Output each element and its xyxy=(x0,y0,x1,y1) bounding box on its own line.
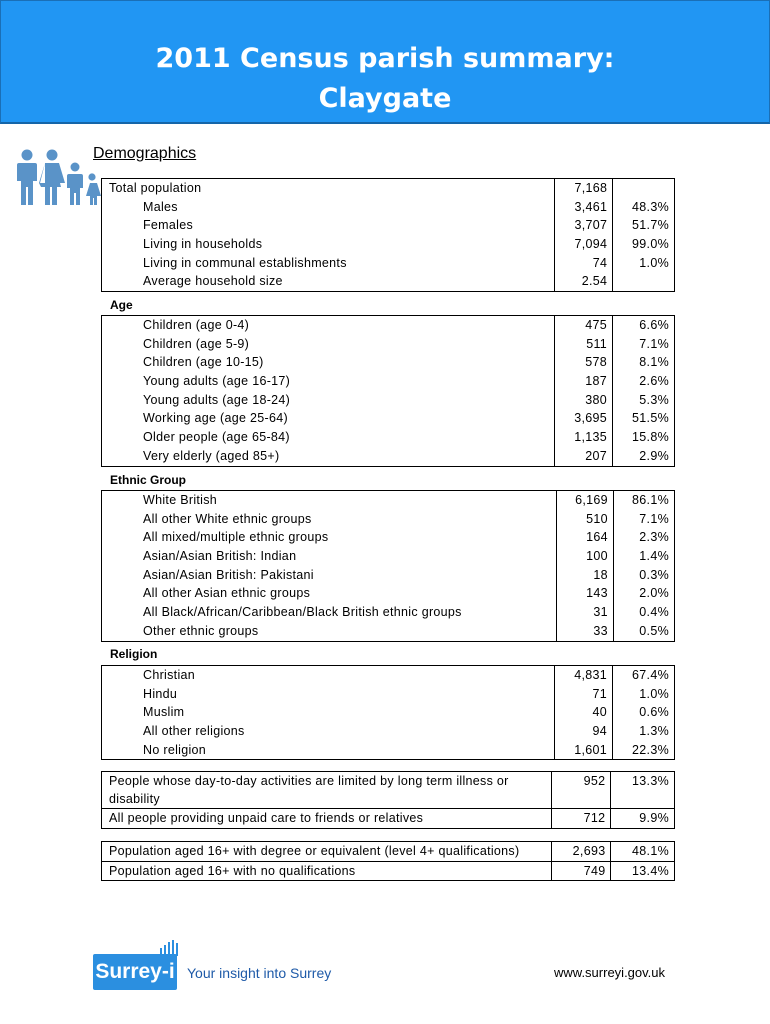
logo-wordmark: Surrey-i xyxy=(93,954,177,990)
ethnic-group-heading: Ethnic Group xyxy=(110,473,186,487)
table-row: White British 6,169 86.1% xyxy=(102,491,675,510)
page-title-line-2: Claygate xyxy=(318,83,452,114)
table-row: Living in households 7,094 99.0% xyxy=(102,235,675,254)
table-row: Working age (age 25-64) 3,695 51.5% xyxy=(102,409,675,428)
website-url[interactable]: www.surreyi.gov.uk xyxy=(554,965,666,980)
table-row: Asian/Asian British: Pakistani 18 0.3% xyxy=(102,566,675,585)
religion-heading: Religion xyxy=(110,647,158,661)
table-row: Males 3,461 48.3% xyxy=(102,198,675,217)
section-title-demographics: Demographics xyxy=(93,145,197,162)
table-row: All people providing unpaid care to friends or relatives 712 9.9% xyxy=(102,809,675,829)
table-demographics xyxy=(101,178,675,292)
table-row: People whose day-to-day activities are limited by long term illness or disability 952 13.3% xyxy=(102,772,675,809)
table-row: Females 3,707 51.7% xyxy=(102,216,675,235)
table-row: Muslim 40 0.6% xyxy=(102,703,675,722)
table-religion xyxy=(101,665,675,760)
table-ethnic-group xyxy=(101,490,675,642)
table-row: Christian 4,831 67.4% xyxy=(102,666,675,685)
table-health-care xyxy=(101,771,675,829)
table-row: All other Asian ethnic groups 143 2.0% xyxy=(102,584,675,603)
table-row: Living in communal establishments 74 1.0% xyxy=(102,254,675,273)
family-people-icon xyxy=(16,149,102,207)
table-row: Children (age 0-4) 475 6.6% xyxy=(102,316,675,335)
title-banner xyxy=(0,0,770,124)
table-row: Total population 7,168 xyxy=(102,179,675,198)
table-row: Young adults (age 16-17) 187 2.6% xyxy=(102,372,675,391)
table-row: Average household size 2.54 xyxy=(102,272,675,291)
table-row: Young adults (age 18-24) 380 5.3% xyxy=(102,391,675,410)
table-row: Older people (age 65-84) 1,135 15.8% xyxy=(102,428,675,447)
logo-tagline: Your insight into Surrey xyxy=(187,965,332,981)
table-row: All other White ethnic groups 510 7.1% xyxy=(102,510,675,529)
page-title-line-1: 2011 Census parish summary: xyxy=(155,43,615,74)
table-age xyxy=(101,315,675,467)
age-heading: Age xyxy=(110,298,133,312)
table-row: Population aged 16+ with degree or equivalent (level 4+ qualifications) 2,693 48.1% xyxy=(102,842,675,862)
table-row: Asian/Asian British: Indian 100 1.4% xyxy=(102,547,675,566)
table-row: Other ethnic groups 33 0.5% xyxy=(102,622,675,641)
table-row: Very elderly (aged 85+) 207 2.9% xyxy=(102,447,675,466)
table-row: All mixed/multiple ethnic groups 164 2.3% xyxy=(102,528,675,547)
table-row: Children (age 10-15) 578 8.1% xyxy=(102,353,675,372)
table-qualifications xyxy=(101,841,675,881)
table-row: No religion 1,601 22.3% xyxy=(102,741,675,760)
table-row: Children (age 5-9) 511 7.1% xyxy=(102,335,675,354)
table-row: Hindu 71 1.0% xyxy=(102,685,675,704)
table-row: All Black/African/Caribbean/Black British ethnic groups 31 0.4% xyxy=(102,603,675,622)
table-row: All other religions 94 1.3% xyxy=(102,722,675,741)
table-row: Population aged 16+ with no qualifications 749 13.4% xyxy=(102,861,675,881)
